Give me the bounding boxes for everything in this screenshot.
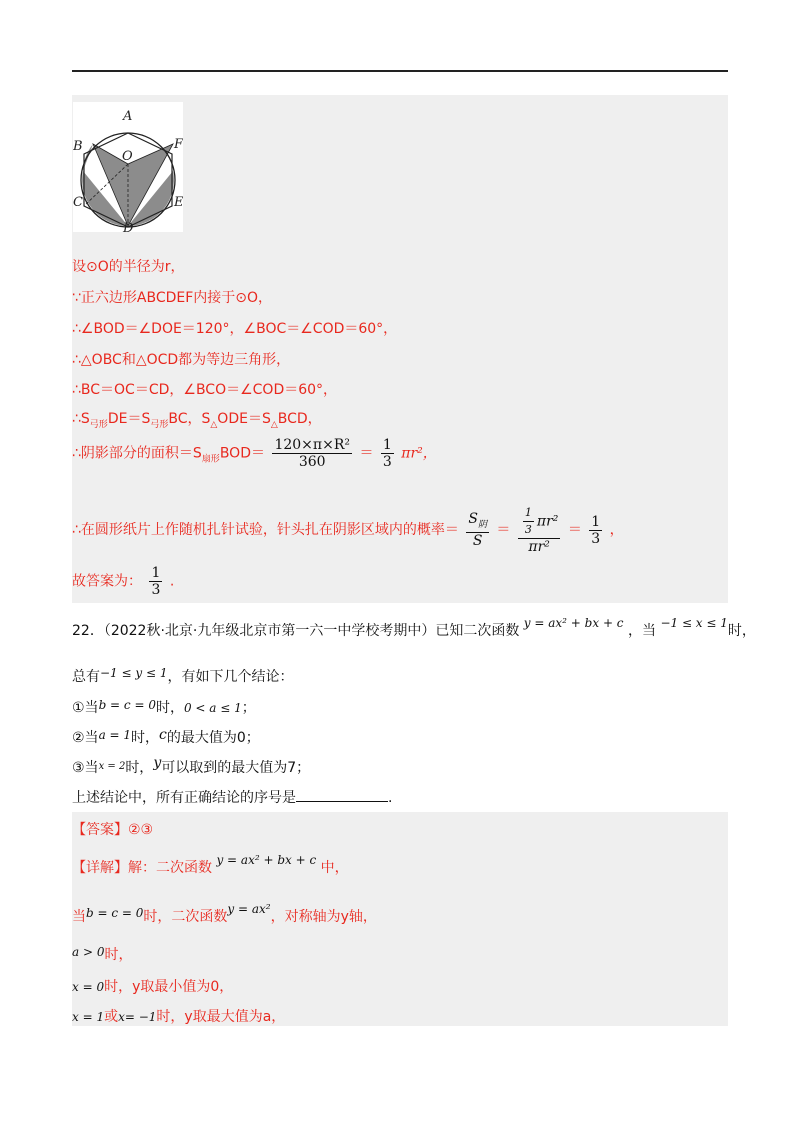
sol6-a: ∴S xyxy=(72,411,90,427)
d5-b: 时，y取最大值为a， xyxy=(156,1009,286,1025)
c2-a: ②当 xyxy=(72,730,99,746)
prob1-num: S xyxy=(468,510,478,527)
answer-blank xyxy=(296,789,388,802)
answer-num: 1 xyxy=(151,565,161,581)
q22-p1-c: 时， xyxy=(727,623,756,639)
sol-line-3 xyxy=(72,318,397,338)
label-e: E xyxy=(174,195,183,210)
sol8-a: ∴在圆形纸片上作随机扎针试验，针头扎在阴影区域内的概率＝ xyxy=(72,522,459,538)
q22-p2-cond: −1 ≤ y ≤ 1 xyxy=(100,666,168,680)
sol7-end: πr²， xyxy=(401,445,437,462)
sol-text-2: ∵正六边形ABCDEF内接于⊙O， xyxy=(72,290,273,306)
sector-num: 120×π×R² xyxy=(274,437,350,453)
d1-a: 解：二次函数 xyxy=(128,860,212,876)
d3-cond: a > 0 xyxy=(72,945,105,959)
sol7-sub: 扇形 xyxy=(201,454,220,465)
prob1-den: S xyxy=(472,533,483,550)
c3-c: 可以取到的最大值为7； xyxy=(161,760,311,776)
sol-line-8: ∴在圆形纸片上作随机扎针试验，针头扎在阴影区域内的概率＝ $\frac{S_阴}{S}$ ＝ $\frac{1}{3}$ πr² πr² ＝ $\frac{1}{3}$ ， xyxy=(72,506,624,555)
c2-cond: a = 1 xyxy=(98,728,132,742)
q22-p2-a: 总有 xyxy=(72,669,100,685)
label-a: A xyxy=(123,109,133,124)
sol-text-1: 设⊙O的半径为r， xyxy=(72,259,185,275)
hexagon-circle-diagram xyxy=(73,102,183,232)
prob2-inner-num: 1 xyxy=(523,505,534,522)
d5-c1: x = 1 xyxy=(72,1010,105,1024)
q22-line-1 xyxy=(72,616,756,640)
c1-res: 0 < a ≤ 1 xyxy=(183,701,242,715)
q22-line-final xyxy=(72,787,392,807)
detail-line-3 xyxy=(72,944,132,964)
answer-value: ②③ xyxy=(128,822,154,838)
sol-line-4 xyxy=(72,349,290,369)
sector-area-fraction xyxy=(272,437,352,470)
c1-a: ①当 xyxy=(72,700,99,716)
label-o: O xyxy=(122,149,133,164)
sol6-sub3: △ xyxy=(210,419,218,430)
d4-b: 时，y取最小值为0， xyxy=(104,979,234,995)
sector-den: 360 xyxy=(298,454,326,470)
prob2-den: πr² xyxy=(528,539,550,555)
q22-p1-a: 22．（2022秋·北京·九年级北京市第一六一中学校考期中）已知二次函数 xyxy=(72,623,520,639)
sol6-b: DE＝S xyxy=(107,411,151,427)
header-rule xyxy=(72,70,728,72)
sol-text-5: ∴BC＝OC＝CD，∠BCO＝∠COD＝60°， xyxy=(72,382,338,398)
detail-line-1 xyxy=(72,853,349,877)
q22-conclusion-3 xyxy=(72,757,310,777)
sol8-end: ， xyxy=(609,522,624,538)
c1-cond: b = c = 0 xyxy=(98,698,156,712)
detail-line-4 xyxy=(72,976,233,996)
d2-cond: b = c = 0 xyxy=(86,906,144,920)
q22-p1-cond: −1 ≤ x ≤ 1 xyxy=(660,616,728,630)
q22-conclusion-2 xyxy=(72,727,260,747)
prob3-den: 3 xyxy=(591,530,601,547)
q22-p1-b: ，当 xyxy=(627,623,656,639)
one-third-fraction xyxy=(381,437,394,470)
sol7-eq: ＝ xyxy=(359,445,374,462)
d1-b: 中， xyxy=(320,860,349,876)
q22-p3-end: . xyxy=(388,790,393,806)
prob2-tail: πr² xyxy=(536,513,559,530)
c1-c: ； xyxy=(241,700,256,716)
c2-var: c xyxy=(159,727,167,743)
q22-p1-fn: y = ax² + bx + c xyxy=(523,616,624,630)
d5-or: 或 xyxy=(104,1009,119,1025)
prob2-inner-den: 3 xyxy=(524,523,532,536)
detail-label: 【详解】 xyxy=(72,860,128,876)
d2-c: ，对称轴为y轴， xyxy=(270,909,377,925)
prob3-num: 1 xyxy=(591,513,601,530)
d2-b: 时，二次函数 xyxy=(143,909,228,925)
c3-a: ③当 xyxy=(72,760,99,776)
sol-line-6 xyxy=(72,408,322,430)
label-b: B xyxy=(73,139,83,154)
one-third-num: 1 xyxy=(382,437,392,453)
sol9-a: 故答案为： xyxy=(72,573,142,590)
c3-var: y xyxy=(153,755,162,771)
c2-b: 时， xyxy=(131,730,160,746)
q22-conclusion-1 xyxy=(72,697,256,717)
sol-text-3: ∴∠BOD＝∠DOE＝120°，∠BOC＝∠COD＝60°， xyxy=(72,321,398,337)
label-c: C xyxy=(73,195,83,210)
d1-fn: y = ax² + bx + c xyxy=(216,853,317,867)
q22-p3: 上述结论中，所有正确结论的序号是 xyxy=(72,790,296,806)
sol9-end: . xyxy=(169,573,175,590)
c2-c: 的最大值为0； xyxy=(166,730,260,746)
c3-b: 时， xyxy=(125,760,154,776)
hexagon-figure xyxy=(73,102,183,232)
answer-den: 3 xyxy=(151,582,161,598)
sol6-sub1: 弓形 xyxy=(89,419,108,430)
sol-text-4: ∴△OBC和△OCD都为等边三角形， xyxy=(72,352,291,368)
one-third-den: 3 xyxy=(382,454,392,470)
sol6-sub4: △ xyxy=(270,419,278,430)
prob1-sub: 阴 xyxy=(477,519,487,530)
sol-line-9 xyxy=(72,565,174,598)
sol6-c: BC，S xyxy=(168,411,211,427)
sol6-sub2: 弓形 xyxy=(150,419,169,430)
answer-line xyxy=(72,819,153,839)
d4-cond: x = 0 xyxy=(72,980,105,994)
label-f: F xyxy=(174,137,183,152)
sol7-b: BOD＝ xyxy=(219,445,265,462)
c1-b: 时， xyxy=(155,700,184,716)
sol7-a: ∴阴影部分的面积＝S xyxy=(72,445,202,462)
sol-line-2 xyxy=(72,287,272,307)
prob-fraction-3 xyxy=(589,514,602,547)
sol6-d: ODE＝S xyxy=(217,411,271,427)
label-d: D xyxy=(123,221,134,232)
prob-fraction-2 xyxy=(518,505,561,555)
d3-b: 时， xyxy=(104,947,133,963)
c3-cond: x = 2 xyxy=(98,761,126,772)
q22-p2-b: ，有如下几个结论： xyxy=(167,669,294,685)
answer-fraction xyxy=(149,565,162,598)
detail-line-5 xyxy=(72,1006,285,1026)
sol-line-7 xyxy=(72,437,437,470)
sol6-e: BCD， xyxy=(277,411,322,427)
detail-line-2 xyxy=(72,902,377,926)
d2-a: 当 xyxy=(72,909,86,925)
q22-line-2 xyxy=(72,666,293,686)
prob-fraction-1 xyxy=(466,511,489,550)
sol-line-1 xyxy=(72,256,185,276)
answer-label: 【答案】 xyxy=(72,822,128,838)
d5-c2: x= −1 xyxy=(118,1010,157,1024)
sol-line-5 xyxy=(72,379,337,399)
d2-fn: y = ax² xyxy=(227,902,271,916)
